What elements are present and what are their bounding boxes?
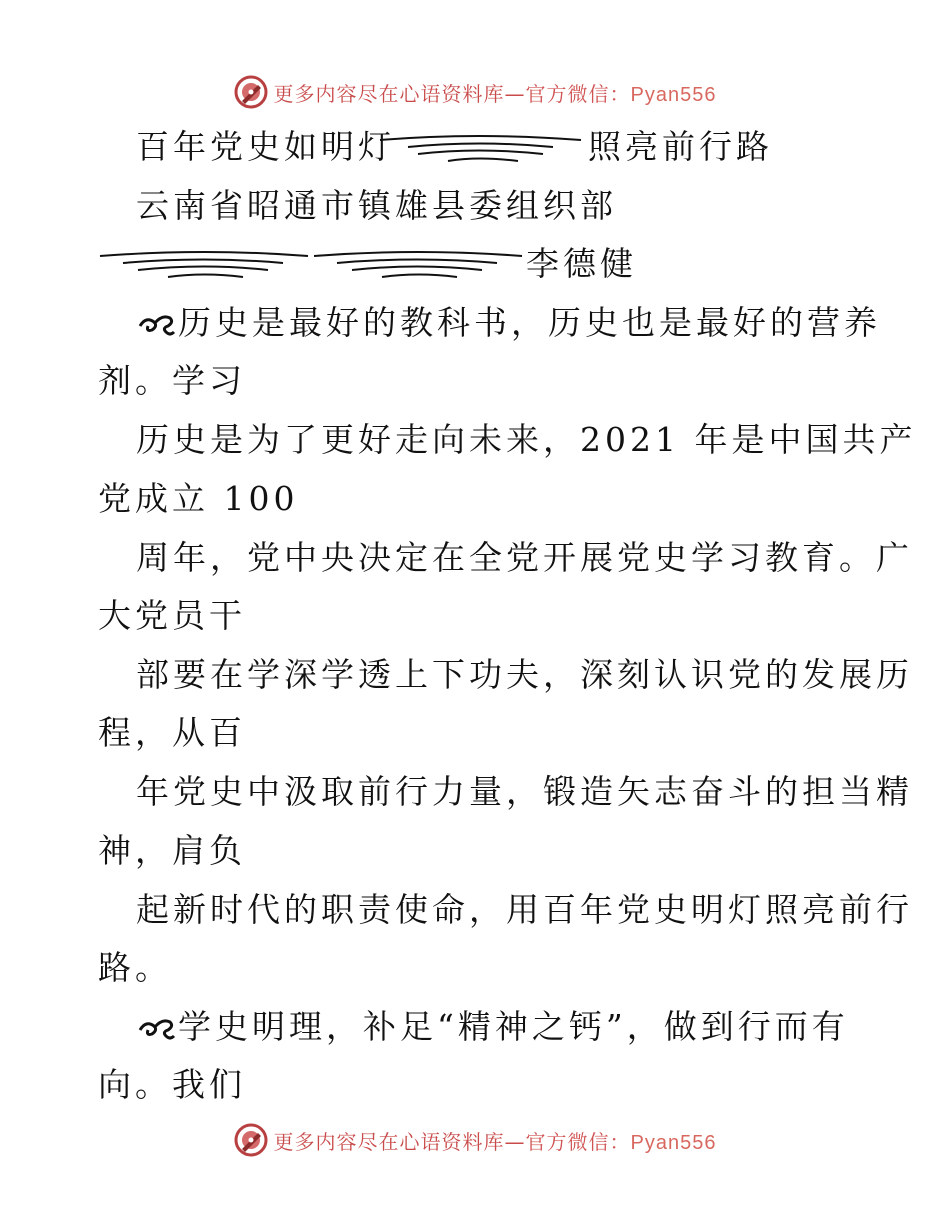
footer-separator: — <box>504 1129 526 1154</box>
body-line: 程，从百 <box>98 713 246 752</box>
header-brand-text: 更多内容尽在心语资料库 <box>273 81 505 106</box>
fleuron-bullet-icon <box>136 1016 176 1042</box>
body-line: 周年，党中央决定在全党开展党史学习教育。广 <box>136 538 913 577</box>
header-separator: — <box>504 81 526 106</box>
header-wechat-id: Pyan556 <box>630 83 717 106</box>
pen-nib-logo-icon <box>234 1123 268 1157</box>
fleuron-bullet-icon <box>136 312 176 338</box>
body-line <box>136 303 881 343</box>
title-left: 百年党史如明灯 <box>136 127 395 166</box>
body-line: 剂。学习 <box>98 361 246 400</box>
body-line <box>136 1007 849 1047</box>
body-line: 年党史中汲取前行力量，锻造矢志奋斗的担当精 <box>136 772 913 811</box>
page-header <box>0 72 950 112</box>
body-line: 向。我们 <box>98 1065 246 1104</box>
title-right: 照亮前行路 <box>588 127 773 166</box>
body-line: 神，肩负 <box>98 831 246 870</box>
footer-brand-text: 更多内容尽在心语资料库 <box>273 1129 505 1154</box>
footer-wechat-label: 官方微信： <box>525 1129 631 1154</box>
body-text: 学史明理，补足“精神之钙”，做到行而有 <box>178 1007 849 1046</box>
pen-nib-logo-icon <box>234 75 268 109</box>
wave-ornament-icon <box>312 250 524 282</box>
wave-ornament-icon <box>98 250 310 282</box>
body-line: 历史是为了更好走向未来，2021 年是中国共产 <box>136 420 917 459</box>
byline-author: 李德健 <box>526 244 637 283</box>
header-wechat-label: 官方微信： <box>525 81 631 106</box>
footer-wechat-id: Pyan556 <box>630 1131 717 1154</box>
body-text: 历史是最好的教科书，历史也是最好的营养 <box>178 303 881 342</box>
page-footer <box>0 1120 950 1160</box>
header-brand <box>274 78 717 107</box>
body-line: 路。 <box>98 948 172 987</box>
byline-org: 云南省昭通市镇雄县委组织部 <box>136 186 617 225</box>
wave-ornament-icon <box>378 134 583 166</box>
body-line: 大党员干 <box>98 596 246 635</box>
footer-brand <box>274 1126 717 1155</box>
body-line: 党成立 100 <box>98 479 299 518</box>
body-line: 部要在学深学透上下功夫，深刻认识党的发展历 <box>136 655 913 694</box>
body-line: 起新时代的职责使命，用百年党史明灯照亮前行 <box>136 890 913 929</box>
